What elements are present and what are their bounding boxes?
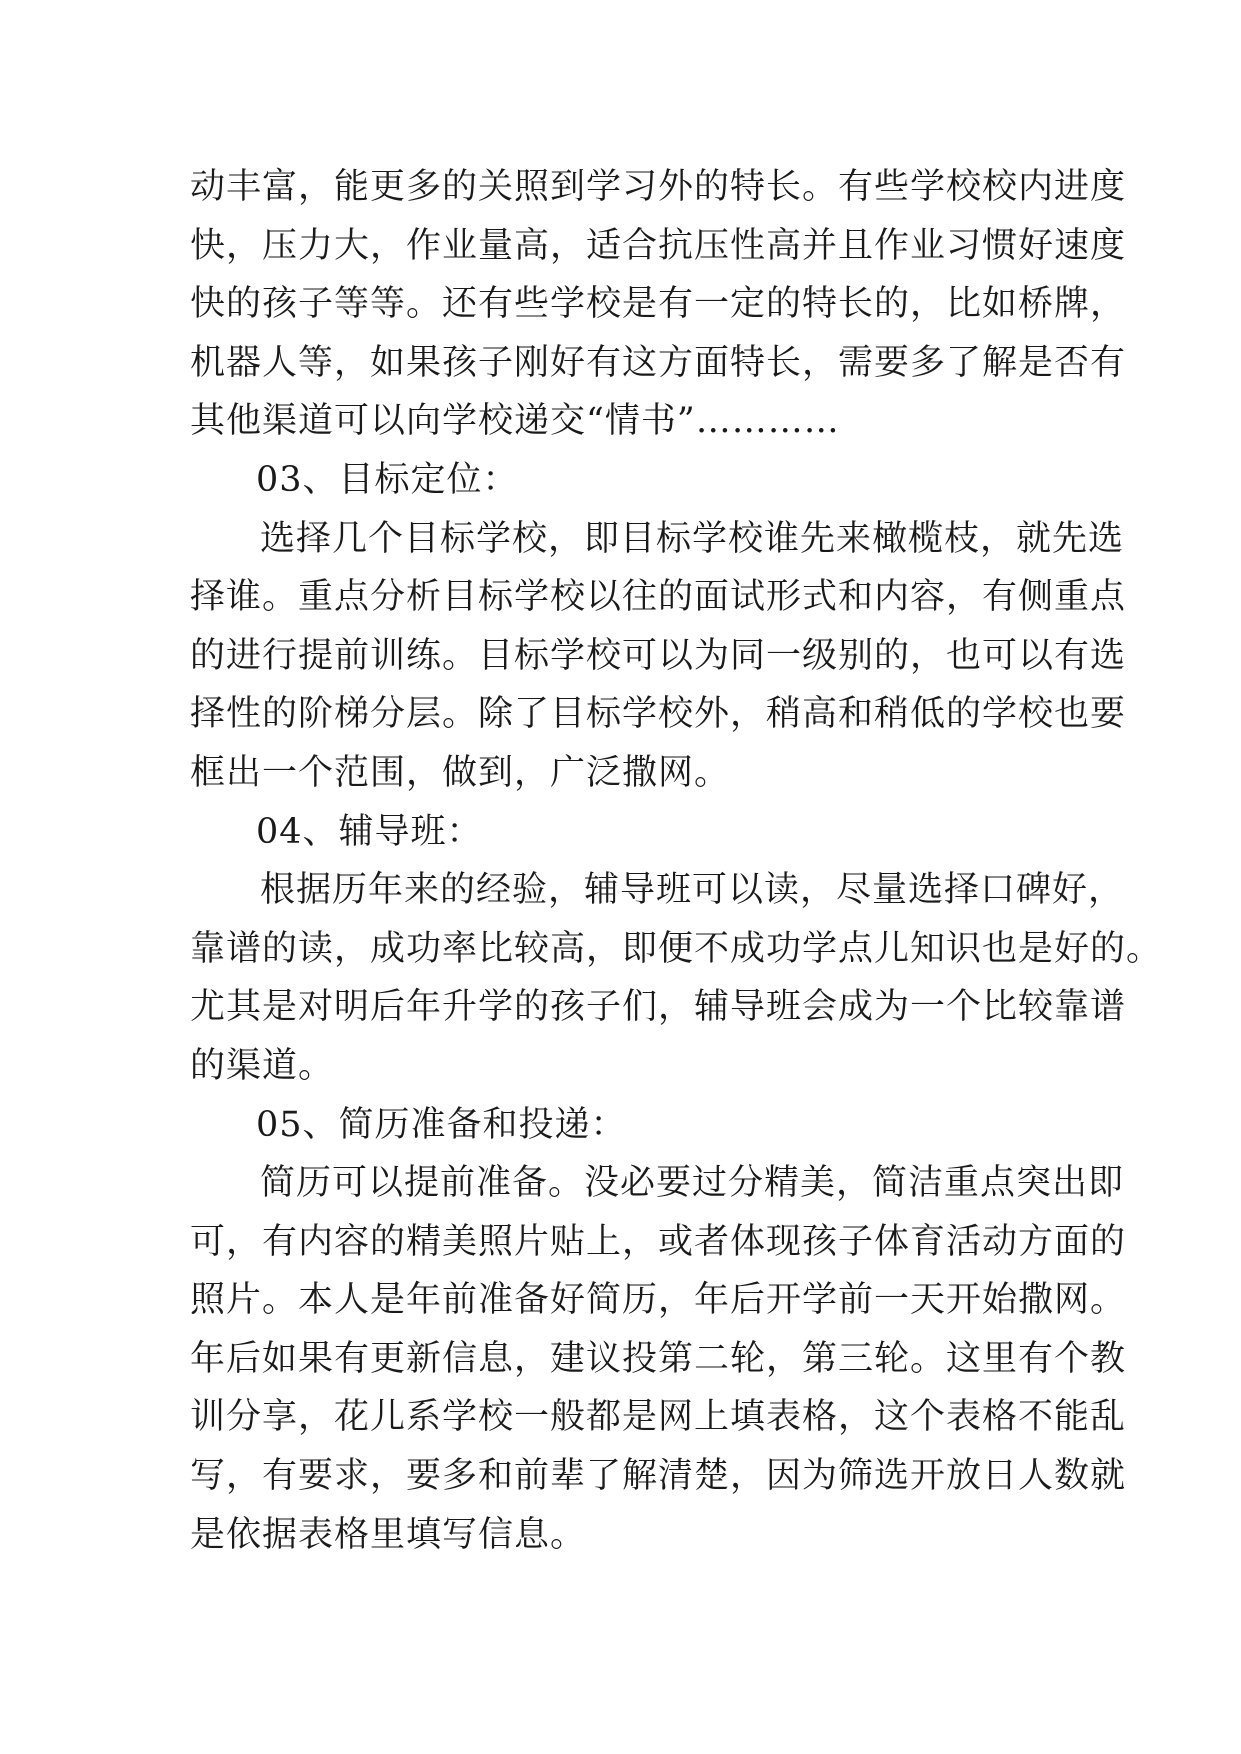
section-heading-resume — [190, 1096, 1070, 1155]
text-line: 是依据表格里填写信息。 — [190, 1514, 587, 1555]
text-line: 择谁。重点分析目标学校以往的面试形式和内容，有侧重点 — [190, 577, 1127, 618]
document-body — [190, 158, 1163, 1564]
paragraph-target-positioning — [190, 510, 1127, 803]
text-line: 靠谱的读，成功率比较高，即便不成功学点儿知识也是好的。 — [190, 928, 1163, 969]
text-line: 快，压力大，作业量高，适合抗压性高并且作业习惯好速度 — [190, 225, 1127, 266]
heading-text: 03、目标定位： — [256, 459, 519, 500]
paragraph-resume — [190, 1154, 1127, 1564]
text-line: 照片。本人是年前准备好简历，年后开学前一天开始撒网。 — [190, 1280, 1127, 1321]
text-line: 选择几个目标学校，即目标学校谁先来橄榄枝，就先选 — [260, 518, 1125, 559]
text-line: 机器人等，如果孩子刚好有这方面特长，需要多了解是否有 — [190, 342, 1127, 383]
text-line: 尤其是对明后年升学的孩子们，辅导班会成为一个比较靠谱 — [190, 987, 1127, 1028]
text-line: 写，有要求，要多和前辈了解清楚，因为筛选开放日人数就 — [190, 1456, 1127, 1497]
text-line: 可，有内容的精美照片贴上，或者体现孩子体育活动方面的 — [190, 1221, 1127, 1262]
text-line: 简历可以提前准备。没必要过分精美，简洁重点突出即 — [260, 1163, 1125, 1204]
section-heading-tutoring-class — [190, 803, 1070, 862]
section-heading-target-positioning — [190, 451, 1070, 510]
text-line: 根据历年来的经验，辅导班可以读，尽量选择口碑好， — [260, 870, 1125, 911]
paragraph-tutoring-class — [190, 861, 1163, 1095]
paragraph-continuation — [190, 158, 1127, 451]
text-line: 择性的阶梯分层。除了目标学校外，稍高和稍低的学校也要 — [190, 694, 1127, 735]
text-line: 其他渠道可以向学校递交“情书”………… — [190, 401, 840, 442]
text-line: 的渠道。 — [190, 1045, 335, 1086]
heading-text: 04、辅导班： — [256, 811, 483, 852]
text-line: 框出一个范围，做到，广泛撒网。 — [190, 752, 731, 793]
text-line: 快的孩子等等。还有些学校是有一定的特长的，比如桥牌， — [190, 284, 1127, 325]
text-line: 训分享，花儿系学校一般都是网上填表格，这个表格不能乱 — [190, 1397, 1127, 1438]
heading-text: 05、简历准备和投递： — [256, 1104, 627, 1145]
text-line: 年后如果有更新信息，建议投第二轮，第三轮。这里有个教 — [190, 1338, 1127, 1379]
text-line: 的进行提前训练。目标学校可以为同一级别的，也可以有选 — [190, 635, 1127, 676]
text-line: 动丰富，能更多的关照到学习外的特长。有些学校校内进度 — [190, 167, 1127, 207]
